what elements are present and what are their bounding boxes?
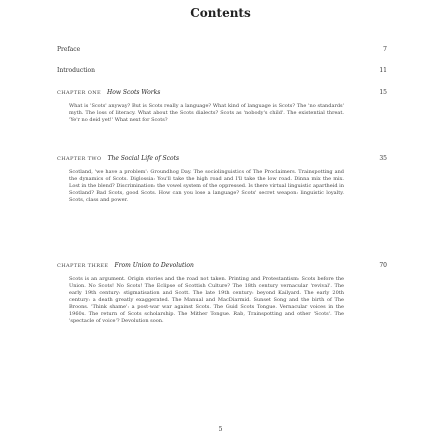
toc-entry-page: 11 [379,67,387,74]
toc-entry-chapter-one[interactable] [57,89,387,101]
toc-entry-page: 35 [379,155,387,162]
toc-entry-label: Introduction [57,67,95,74]
toc-entry-label: Preface [57,46,81,53]
chapter-summary: What is 'Scots' anyway? But is Scots really a language? What kind of language is Scots? The 'no standards' myth. The loss of literacy. What about the Scots dialects? Scots as 'nobody's child'. The existential threat. 'Ye'r no deid yet!' What next for Scots? [69,103,344,123]
toc-entry-preface[interactable] [57,46,387,58]
page-title: Contents [190,6,251,20]
chapter-heading [57,262,194,269]
toc-entry-chapter-three[interactable] [57,262,387,274]
page-number: 5 [218,426,223,433]
chapter-label: CHAPTER THREE [57,263,109,269]
chapter-label: CHAPTER ONE [57,90,102,96]
chapter-title: From Union to Devolution [114,262,194,269]
chapter-heading [57,155,179,162]
chapter-summary: Scots is an argument. Origin stories and the road not taken. Printing and Protestantism: Scots before the Union. No Scots! No Scots! The Eclipse of Scottish Culture? The 18th century vernacular 'revival'. The early 19th century: stigmatisation and Scott. The late 19th century: beyond Kailyard. The early 20th century: a death greatly exaggerated. The Manual and MacDiarmid. Sunset Song and the birth of The Broons. 'Think shame': a post-war war against Scots. The Guid Scots Tongue. Vernacular voices in the 1960s. The return of Scots scholarship. The Mither Tongue. Rab, Trainspotting and other 'Scots'. The 'spectacle of voice'? Devolution soon. [69,276,344,324]
chapter-label: CHAPTER TWO [57,156,102,162]
chapter-heading [57,89,160,96]
toc-entry-page: 70 [379,262,387,269]
toc-entry-page: 15 [379,89,387,96]
chapter-title: The Social Life of Scots [107,155,180,162]
chapter-summary: Scotland, 'we have a problem': Groundhog Day. The sociolinguistics of The Proclaimers. Trainspotting and the dynamics of Scots. Diglossia: You'll take the high road and I'll take the low road. Dinna mix the mix. Lost in the blend? Discrimination: the vowel system of the oppressed. Is there virtual linguistic apartheid in Scotland? Bad Scots, good Scots. How can you lose a language? Scots' secret weapon: linguistic loyalty. Scots, class and power. [69,169,344,203]
toc-entry-introduction[interactable] [57,67,387,79]
toc-entry-chapter-two[interactable] [57,155,387,167]
chapter-title: How Scots Works [107,89,161,96]
toc-entry-page: 7 [383,46,387,53]
